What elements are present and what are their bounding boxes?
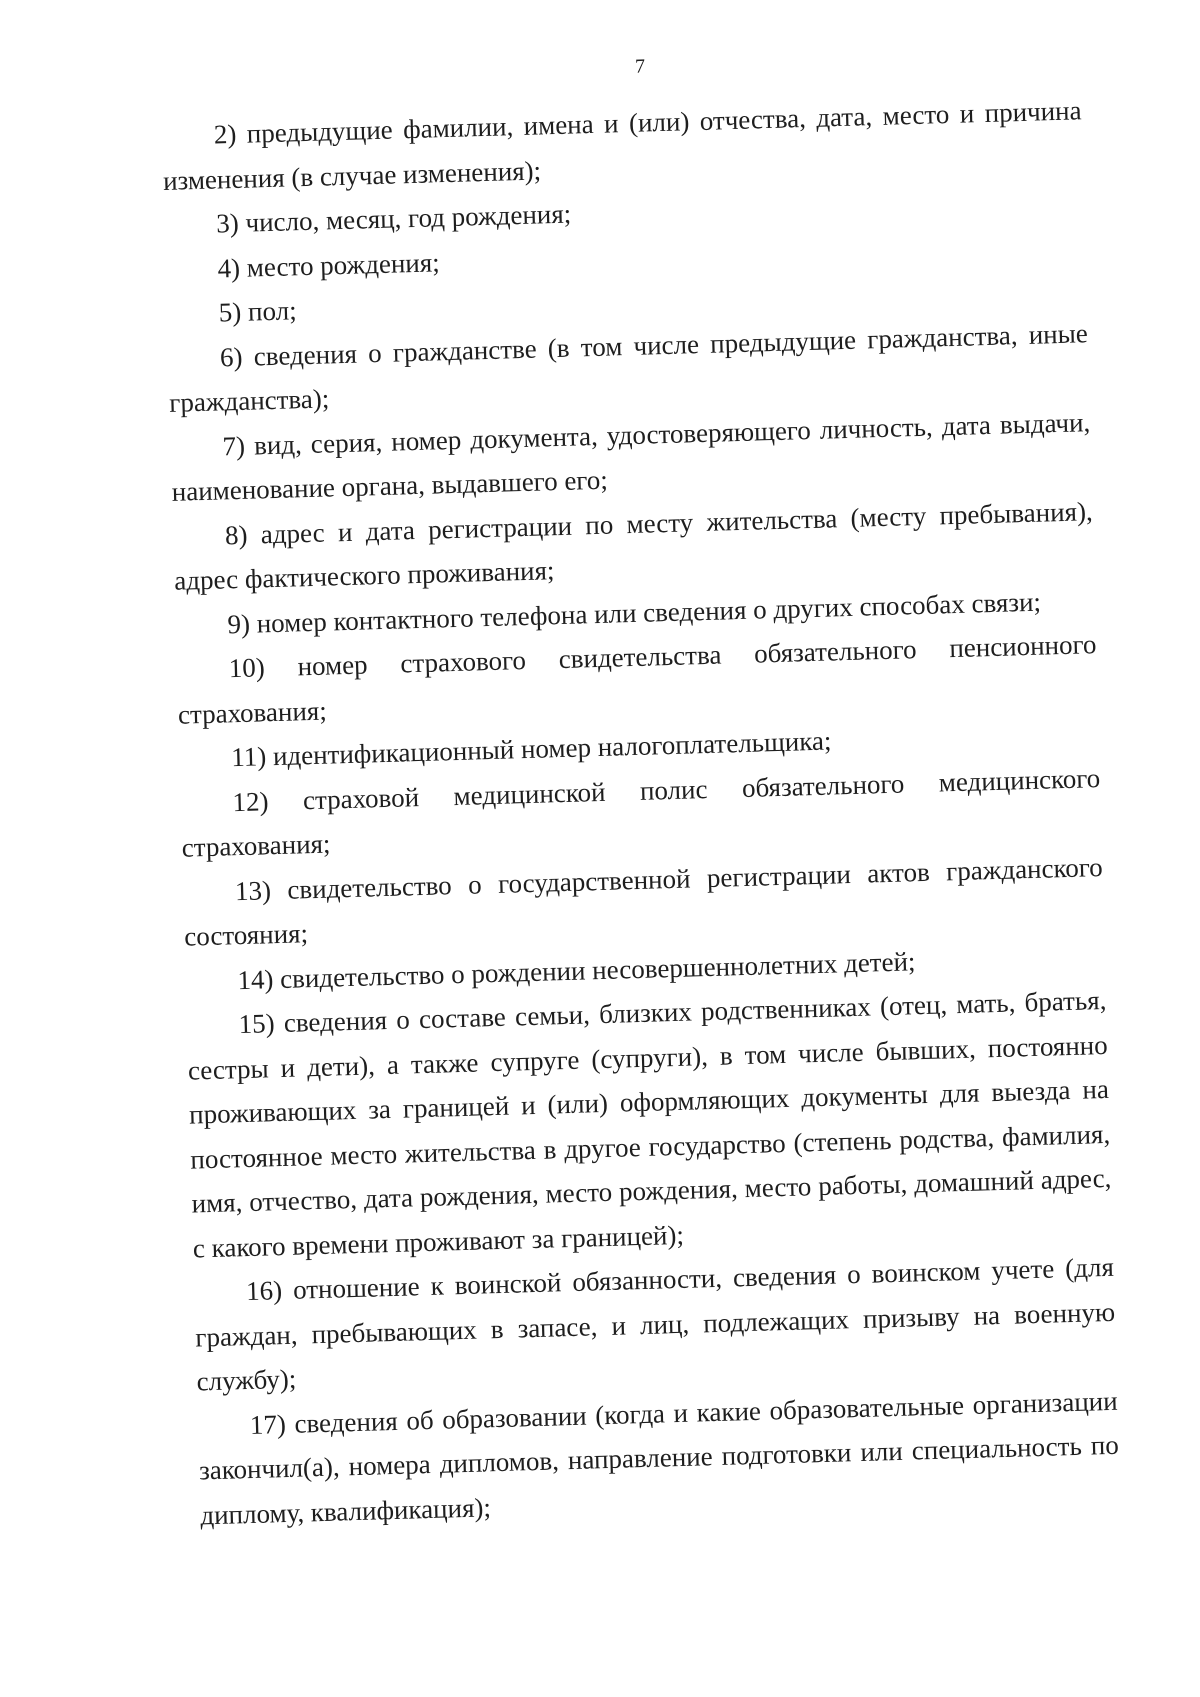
list-item: 11) идентификационный номер налогоплательщика; xyxy=(230,725,832,773)
list-item: 14) свидетельство о рождении несовершеннолетних детей; xyxy=(237,945,916,995)
list-item: 10) номер страхового свидетельства обязательного пенсионного страхования; xyxy=(177,629,1097,730)
list-item: 17) сведения об образовании (когда и какие образовательные организации закончил(а), номера дипломов, направление подготовки или специальность по диплому, квалификация); xyxy=(198,1385,1120,1530)
list-item: 6) сведения о гражданстве (в том числе предыдущие гражданства, иные гражданства); xyxy=(168,317,1089,418)
page-content xyxy=(160,44,1121,1537)
list-item: 12) страховой медицинской полис обязательного медицинского страхования; xyxy=(181,762,1101,863)
list-item: 3) число, месяц, год рождения; xyxy=(215,198,572,239)
list-item: 9) номер контактного телефона или сведения о других способах связи; xyxy=(227,586,1042,639)
list-item: 15) сведения о составе семьи, близких родственниках (отец, мать, братья, сестры и дети), а также супруге (супруги), в том числе бывших, постоянно проживающих за границей и (или) оформляющих документы для выезда на постоянное место жительства в другое государство (степень родства, фамилия, имя, отчество, дата рождения, место рождения, место работы, домашний адрес, с какого времени проживают за границей); xyxy=(187,984,1112,1264)
page-number: 7 xyxy=(634,55,646,78)
list-item: 7) вид, серия, номер документа, удостоверяющего личность, дата выдачи, наименование органа, выдавшего его; xyxy=(171,406,1091,507)
list-item: 16) отношение к воинской обязанности, сведения о воинском учете (для граждан, пребывающих в запасе, и лиц, подлежащих призыву на военную службу); xyxy=(194,1251,1116,1397)
list-item: 8) адрес и дата регистрации по месту жительства (месту пребывания), адрес фактического проживания; xyxy=(173,495,1094,596)
list-item: 13) свидетельство о государственной регистрации актов гражданского состояния; xyxy=(183,851,1104,952)
list-item: 4) место рождения; xyxy=(217,246,441,283)
list-item: 5) пол; xyxy=(218,295,297,328)
list-item: 2) предыдущие фамилии, имена и (или) отчества, дата, место и причина изменения (в случае изменения); xyxy=(162,95,1082,196)
